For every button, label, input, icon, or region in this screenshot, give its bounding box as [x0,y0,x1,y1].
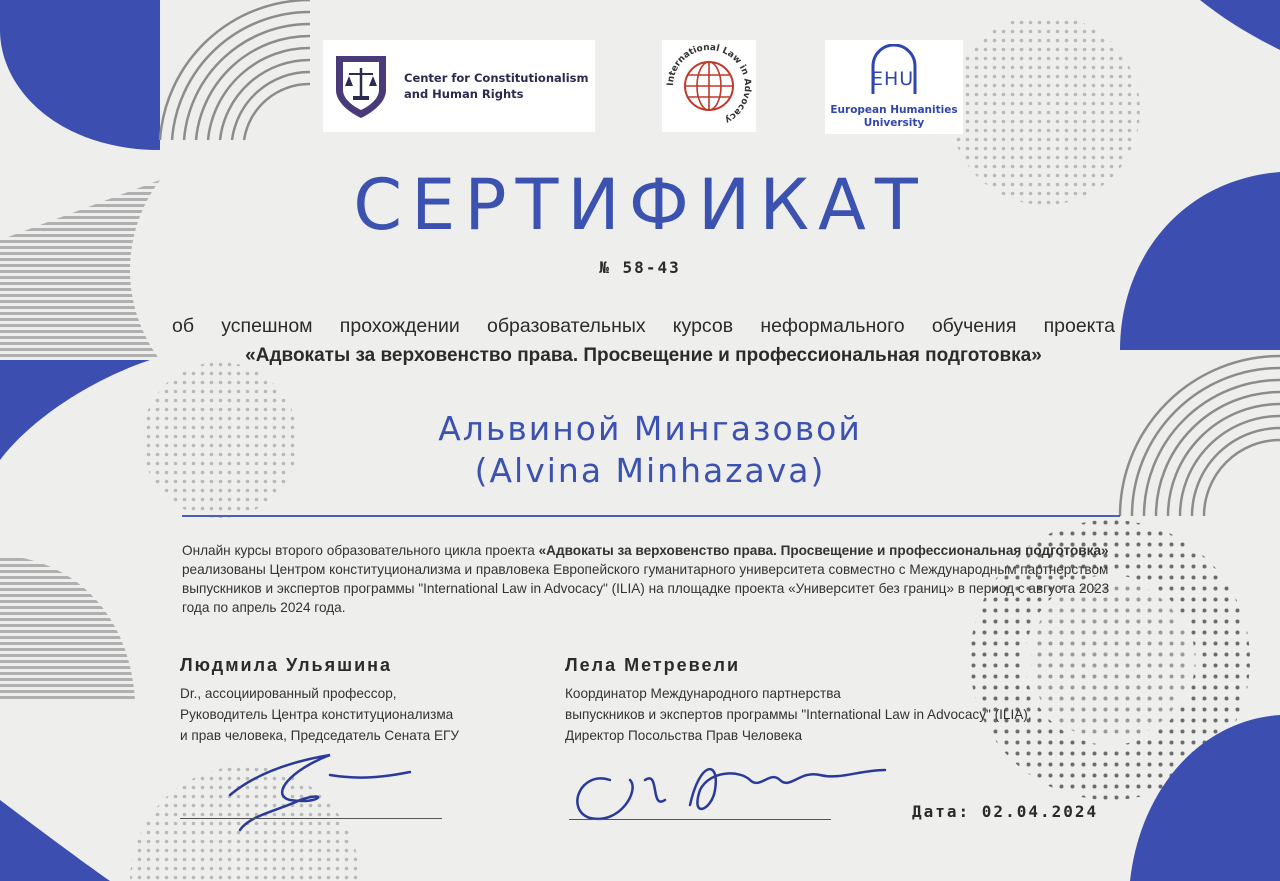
ehu-logo-line-1: European Humanities [830,104,958,116]
logo-ccr [323,40,595,132]
ehu-logo-line-2: University [863,117,925,129]
signer-2 [565,655,1032,746]
signer-2-role [565,683,1032,746]
signer-2-name: Лела Метревели [565,655,741,675]
certificate-description: об успешном прохождении образовательных курсов неформального обучения проекта [172,315,1115,337]
certificate-date: Дата: 02.04.2024 [912,802,1099,821]
signer-2-role-line-3: Директор Посольства Прав Человека [565,728,803,743]
signer-1-role-line-3: и прав человека, Председатель Сената ЕГУ [180,728,460,743]
deco-stripes-left [0,180,160,360]
deco-arcs-top [160,0,310,140]
scales-of-justice-shield-icon [331,52,391,122]
signer-1-role-line-1: Dr., ассоциированный профессор, [180,686,397,701]
ccr-logo-text [404,70,594,102]
ccr-logo-line-2: and Human Rights [404,87,524,101]
body-paragraph [182,541,1124,617]
signer-1-role-line-2: Руководитель Центра конституционализма [180,707,454,722]
recipient-name [250,408,1050,492]
project-name: «Адвокаты за верховенство права. Просвещение и профессиональная подготовка» [245,345,1042,366]
signer-1-role [180,683,459,746]
deco-blue-left [0,360,150,460]
signature-line-1 [180,818,442,819]
ehu-logo-text [825,104,963,130]
ila-ring-text: International Law in Advocacy [665,42,753,125]
signer-1-name: Людмила Ульяшина [180,655,393,675]
certificate-number: № 58-43 [599,258,681,277]
globe-seal-icon [664,41,754,131]
logo-ila [662,40,756,132]
body-part-1: Онлайн курсы второго образовательного цикла проекта [182,543,539,558]
deco-stripes-left-bottom [0,555,135,700]
recipient-name-ru: Альвиной Мингазовой [438,409,862,448]
logo-ehu [825,40,963,134]
signer-1 [180,655,459,746]
recipient-underline [182,515,1120,517]
body-project-bold: «Адвокаты за верховенство права. Просвещение и профессиональная подготовка» [538,543,1109,558]
signature-line-2 [569,819,831,820]
signer-2-role-line-1: Координатор Международного партнерства [565,686,841,701]
deco-blue-right [1120,172,1280,350]
recipient-name-en: (Alvina Minhazava) [474,451,826,490]
certificate-title: СЕРТИФИКАТ [353,164,927,246]
deco-blue-bottom-left [0,800,110,881]
signer-2-role-line-2: выпускников и экспертов программы "International Law in Advocacy" (ILIA), [565,707,1032,722]
deco-blue-top-left-2 [0,0,160,150]
signature-2 [577,769,885,819]
deco-arcs-right [1120,356,1280,516]
ccr-logo-line-1: Center for Constitutionalism [404,71,589,85]
ehu-logo-mark: EHU [871,68,915,90]
deco-blue-top-right [1200,0,1280,50]
body-part-2: реализованы Центром конституционализма и правловека Европейского гуманитарного университета совместно с Международным партнерством выпускников и экспертов программы "International Law in Advocacy" (ILIA) на площадке проекта «Университет без границ» в период с августа 2023 года по апрель 2024 года. [182,562,1110,615]
